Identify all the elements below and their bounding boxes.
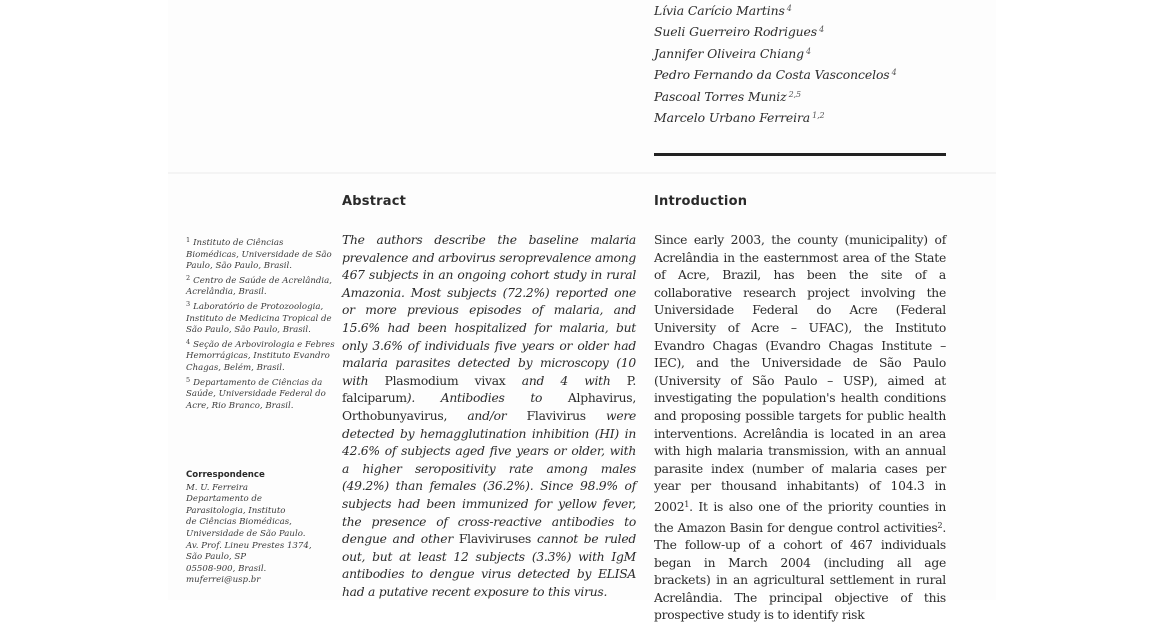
correspondence-line: Parasitologia, Instituto [186,505,286,516]
affiliation-text: Departamento de Ciências da Saúde, Universidade Federal do Acre, Rio Branco, Brasil. [186,377,326,411]
affiliation-text: Seção de Arbovirologia e Febres Hemorrágicas, Instituto Evandro Chagas, Belém, Brasil. [186,339,335,373]
affiliation-number: 3 [186,299,191,308]
introduction-text-segment: Since early 2003, the county (municipality) of Acrelândia in the easternmost area of the State of Acre, Brazil, has been the site of a collaborative research project involving the Universidade Federal do Acre (Federal University of Acre – UFAC), the Instituto Evandro Chagas (Evandro Chagas Institute – IEC), and the Universidade de São Paulo (University of São Paulo – USP), aimed at investigating the population's health conditions and proposing possible targets for public health interventions. Acrelândia is located in an area with high malaria transmission, with an annual parasite index (number of malaria cases per year per thousand inhabitants) of 104.3 in 2002 [654,233,946,514]
abstract-text-segment: ). Antibodies to [406,391,568,406]
affiliation-item [186,235,336,273]
introduction-body [654,232,946,625]
author-name [654,106,974,127]
abstract-text-segment: The authors describe the baseline malaria prevalence and arbovirus seroprevalence among 467 subjects in an ongoing cohort study in rural Amazonia. Most subjects (72.2%) reported one or more previous episodes of malaria, and 15.6% had been hospitalized for malaria, but only 3.6% of individuals five years or older had malaria parasites detected by microscopy (10 with [342,233,636,388]
author-affiliation-marker: 4 [786,4,792,13]
author-text: Pascoal Torres Muniz [654,88,787,104]
correspondence-line: M. U. Ferreira [186,482,249,493]
correspondence-block [186,470,336,587]
correspondence-line: Universidade de São Paulo. [186,528,306,539]
citation-marker: 1 [684,499,690,509]
affiliation-text: Centro de Saúde de Acrelândia, Acrelândia, Brasil. [186,275,333,298]
affiliation-number: 5 [186,375,191,384]
introduction-text-segment: . The follow-up of a cohort of 467 individuals began in March 2004 (including all age brackets) in an agricultural settlement in rural Acrelândia. The principal objective of this prospective study is to identify risk [654,520,946,623]
abstract-text-segment: Alphavirus, Orthobunyavirus, [342,391,636,423]
author-name [654,0,974,20]
author-name [654,42,974,63]
correspondence-line: Av. Prof. Lineu Prestes 1374, [186,540,312,551]
affiliation-item [186,375,336,413]
abstract-body [342,232,636,601]
abstract-heading: Abstract [342,194,407,209]
author-affiliation-marker: 2,5 [788,89,802,99]
abstract-text-segment: were detected by hemagglutination inhibition (HI) in 42.6% of subjects aged five years or older, with a higher seropositivity rate among males (49.2%) than females (36.2%). Since 98.9% of subjects had been immunized for yellow fever, the presence of cross-reactive antibodies to dengue and other [342,408,636,547]
author-text: Pedro Fernando da Costa Vasconcelos [654,67,890,83]
author-text: Jannifer Oliveira Chiang [654,45,805,61]
abstract-text-segment: Flaviviruses [458,532,532,547]
abstract-text-segment: and/or [447,408,527,423]
header-rule [654,153,946,156]
affiliation-text: Instituto de Ciências Biomédicas, Universidade de São Paulo, São Paulo, Brasil. [186,238,332,272]
introduction-heading: Introduction [654,194,748,209]
author-affiliation-marker: 4 [819,25,825,35]
author-name [654,85,974,106]
correspondence-title: Correspondence [186,470,265,480]
introduction-text-segment: . It is also one of the priority counties in the Amazon Basin for dengue control activities [654,499,946,535]
abstract-text-segment: P. falciparum [342,373,636,406]
affiliation-number: 2 [186,273,191,282]
affiliation-item [186,337,336,375]
affiliation-text: Laboratório de Protozoologia, Instituto de Medicina Tropical de São Paulo, São Paulo, Brasil. [186,301,332,336]
citation-marker: 2 [937,520,943,530]
author-affiliation-marker: 4 [806,46,812,56]
correspondence-line: São Paulo, SP [186,552,247,563]
author-affiliation-marker: 1,2 [812,111,825,121]
author-name [654,20,974,41]
correspondence-line: 05508-900, Brasil. [186,563,267,574]
abstract-text-segment: Flavivirus [526,408,586,423]
section-divider-band [168,172,996,174]
author-text: Sueli Guerreiro Rodrigues [654,24,818,40]
affiliations-list [186,235,336,412]
author-text: Lívia Carício Martins [654,3,785,18]
author-affiliation-marker: 4 [891,68,897,78]
abstract-text-segment: cannot be ruled out, but at least 12 subjects (3.3%) with IgM antibodies to dengue virus detected by ELISA had a putative recent exposure to this virus. [342,532,636,599]
correspondence-email-link[interactable]: muferrei@usp.br [186,575,261,586]
correspondence-line: de Ciências Biomédicas, [186,517,292,528]
author-text: Marcelo Urbano Ferreira [654,110,811,126]
author-name [654,63,974,84]
affiliation-item [186,273,336,299]
correspondence-address [186,483,336,587]
abstract-text-segment: Plasmodium vivax [384,373,506,388]
correspondence-line: Departamento de [186,494,263,505]
affiliation-number: 4 [186,337,191,346]
affiliation-item [186,299,336,337]
abstract-text-segment: and 4 with [505,373,627,388]
author-list [654,0,974,127]
affiliation-number: 1 [186,236,191,244]
